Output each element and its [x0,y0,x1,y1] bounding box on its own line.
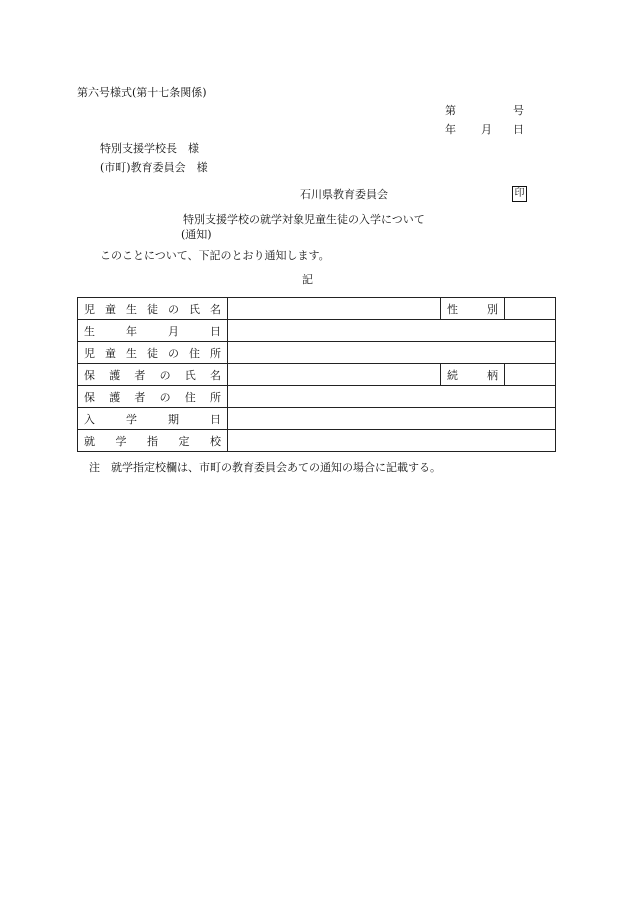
label-char: 童 [105,302,116,316]
table-row [78,408,556,430]
label-char: 児 [84,302,95,316]
value-cell[interactable] [505,364,556,386]
label-char: 護 [109,368,121,382]
row-label [78,408,228,430]
label-char: 別 [487,302,498,316]
label-char: 学 [126,412,137,426]
label-char: の [168,346,179,360]
label-char: 月 [168,324,179,338]
row-label [78,364,228,386]
label-char: 就 [84,434,95,448]
sub-label [441,298,505,320]
label-char: 続 [447,368,458,382]
row-label [78,430,228,452]
sub-label [441,364,505,386]
label-char: 生 [84,324,95,338]
label-char: 柄 [487,368,498,382]
label-char: 日 [210,324,221,338]
label-char: 児 [84,346,95,360]
label-char: 童 [105,346,116,360]
label-char: 名 [209,368,221,382]
document-number-suffix: 号 [513,104,524,117]
label-char: 生 [126,302,137,316]
date-year-label: 年 [445,123,456,136]
row-label [78,298,228,320]
label-char: 所 [209,390,221,404]
value-cell[interactable] [228,364,441,386]
subject-line-2: (通知) [181,228,212,241]
label-char: 氏 [184,368,196,382]
ki-heading: 記 [302,273,313,286]
label-char: 者 [134,368,146,382]
label-char: 指 [147,434,158,448]
table-row [78,342,556,364]
table-row [78,386,556,408]
label-char: 入 [84,412,95,426]
seal-mark: 印 [512,186,527,202]
table-row [78,364,556,386]
record-table [77,297,556,452]
label-char: 日 [210,412,221,426]
label-char: の [159,390,171,404]
label-char: 定 [178,434,190,448]
table-row [78,320,556,342]
value-cell[interactable] [228,386,556,408]
label-char: 者 [134,390,146,404]
addressee-school-principal: 特別支援学校長 様 [100,142,199,155]
label-char: 保 [84,368,95,382]
row-label [78,342,228,364]
subject-line-1: 特別支援学校の就学対象児童生徒の入学について [183,213,425,226]
table-row [78,430,556,452]
sender-name: 石川県教育委員会 [300,188,388,201]
label-char: の [159,368,171,382]
label-char: 校 [210,434,221,448]
value-cell[interactable] [228,342,556,364]
footnote: 注 就学指定校欄は、市町の教育委員会あての通知の場合に記載する。 [89,461,441,474]
body-text: このことについて、下記のとおり通知します。 [100,249,330,262]
label-char: 氏 [189,302,200,316]
date-month-label: 月 [481,123,492,136]
label-char: 名 [210,302,221,316]
label-char: の [168,302,179,316]
value-cell[interactable] [505,298,556,320]
label-char: 生 [126,346,137,360]
row-label [78,386,228,408]
label-char: 性 [447,302,458,316]
value-cell[interactable] [228,408,556,430]
label-char: 徒 [147,346,158,360]
date-day-label: 日 [513,123,524,136]
row-label [78,320,228,342]
value-cell[interactable] [228,430,556,452]
label-char: 住 [184,390,196,404]
label-char: 学 [115,434,127,448]
addressee-municipal-board: (市町)教育委員会 様 [100,161,208,174]
label-char: 住 [189,346,200,360]
label-char: 徒 [147,302,158,316]
table-row [78,298,556,320]
label-char: 護 [109,390,121,404]
label-char: 年 [126,324,137,338]
label-char: 保 [84,390,95,404]
document-number-label: 第 [445,104,456,117]
value-cell[interactable] [228,320,556,342]
label-char: 所 [210,346,221,360]
label-char: 期 [168,412,179,426]
value-cell[interactable] [228,298,441,320]
form-number: 第六号様式(第十七条関係) [77,86,207,99]
